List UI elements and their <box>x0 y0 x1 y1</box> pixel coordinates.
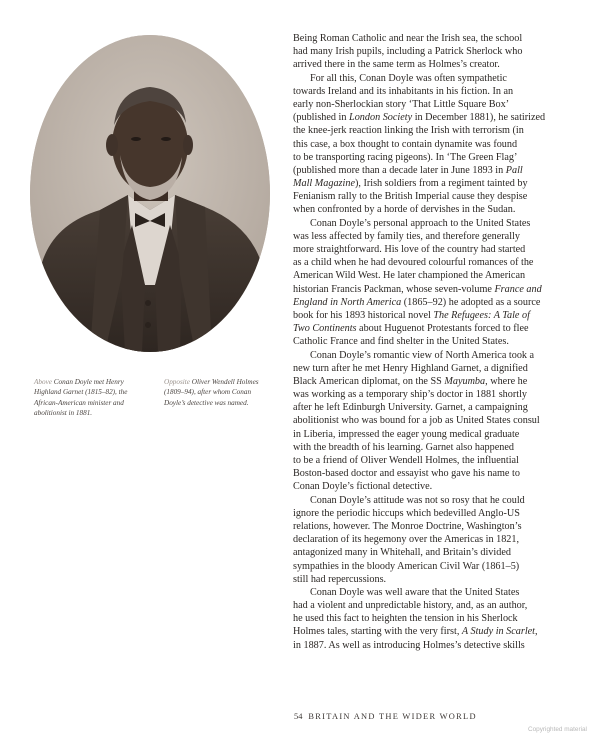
body-line: to be transporting racing pigeons). In ‘The Green Flag’ <box>293 151 518 163</box>
body-line: was less affected by family ties, and therefore generally <box>293 230 520 242</box>
text-run: (published more than a decade later in June 1893 in <box>293 164 506 176</box>
body-line: was working as a temporary ship’s doctor in 1881 shortly <box>293 389 527 401</box>
body-line: declaration of its hegemony over the Americas in 1821, <box>293 534 520 546</box>
body-line: more straightforward. His love of the country had started <box>293 244 526 255</box>
body-line: this case, a box thought to contain dynamite was found <box>293 138 518 150</box>
body-line: sympathies in the bloody American Civil War (1861–5) <box>293 560 520 572</box>
caption-lead-above: Above <box>34 378 52 386</box>
portrait-illustration <box>30 35 270 352</box>
text-run: Black American diplomat, on the SS <box>293 375 445 387</box>
body-line <box>293 164 558 177</box>
paragraph-start-line: Conan Doyle’s personal approach to the United States <box>310 217 531 229</box>
caption-text: Highland Garnet (1815–82), the <box>34 388 128 397</box>
paragraph-start-line: Conan Doyle was well aware that the United States <box>310 586 520 598</box>
italic-title: England in North America <box>293 296 402 308</box>
page-number: 54 <box>294 712 303 721</box>
caption-text: (1809–94), after whom Conan <box>164 388 252 397</box>
caption-text: Doyle’s detective was named. <box>164 398 249 407</box>
body-line: towards Ireland and its inhabitants in his fiction. In an <box>293 85 514 97</box>
text-run: in December 1881), he satirized <box>412 112 546 124</box>
caption-text: African-American minister and <box>34 398 124 407</box>
body-line: Fenianism rally to the British Imperial cause they despise <box>293 191 528 203</box>
body-line: antagonized many in Whitehall, and Britain’s divided <box>293 547 511 559</box>
body-line: Catholic France and find shelter in the United States. <box>293 336 509 348</box>
body-line: Conan Doyle’s fictional detective. <box>293 481 433 493</box>
body-line: when confronted by a horde of dervishes in the Sudan. <box>293 204 516 216</box>
italic-title: France and <box>494 283 542 295</box>
body-line: the knee-jerk reaction linking the Irish with terrorism (in <box>293 125 524 137</box>
italic-title: Pall <box>505 164 523 176</box>
running-head: BRITAIN AND THE WIDER WORLD <box>308 712 477 721</box>
italic-title: Two Continents <box>293 323 357 335</box>
text-run: , <box>535 626 538 638</box>
caption-text: Conan Doyle met Henry <box>53 378 124 386</box>
text-run: about Huguenot Protestants forced to flee <box>356 323 529 335</box>
body-text-column <box>293 32 558 652</box>
text-run: book for his 1893 historical novel <box>293 309 434 321</box>
italic-title: London Society <box>349 112 413 124</box>
text-run: historian Francis Packman, whose seven-volume <box>293 283 495 295</box>
italic-title: The Refugees: A Tale of <box>433 309 530 321</box>
italic-title: A Study in Scarlet <box>461 626 536 638</box>
caption-text: Oliver Wendell Holmes <box>191 378 259 386</box>
body-line: in 1887. As well as introducing Holmes’s detective skills <box>293 639 525 651</box>
text-run: , where he <box>485 375 528 387</box>
body-line: American Wild West. He later championed the American <box>293 270 526 282</box>
body-line <box>293 283 558 296</box>
body-line: had many Irish pupils, including a Patrick Sherlock who <box>293 46 523 58</box>
body-line: had a violent and unpredictable history, and, as an author, <box>293 600 528 612</box>
caption-text: abolitionist in 1881. <box>34 408 93 417</box>
body-line <box>293 375 558 388</box>
body-line: still had repercussions. <box>293 573 387 585</box>
paragraph-start-line: Conan Doyle’s romantic view of North America took a <box>310 349 535 361</box>
body-line: ignore the periodic hiccups which bedevilled Anglo-US <box>293 507 520 519</box>
paragraph-start-line: Conan Doyle’s attitude was not so rosy that he could <box>310 494 525 506</box>
text-run: (published in <box>293 112 350 124</box>
body-line: Boston-based doctor and essayist who gave his name to <box>293 468 520 480</box>
body-line: abolitionist who was bound for a job as United States consul <box>293 415 540 427</box>
caption-lead-opposite: Opposite <box>164 378 190 386</box>
text-run: ), Irish soldiers from a regiment tainted by <box>354 178 528 190</box>
body-line <box>293 177 558 190</box>
body-line: as a child when he had devoured colourful romances of the <box>293 257 534 269</box>
body-line: with the breadth of his learning. Garnet also happened <box>293 441 514 453</box>
italic-title: Mall Magazine <box>293 178 355 190</box>
caption-above <box>34 377 146 418</box>
body-line <box>293 322 558 335</box>
paragraph-start-line: For all this, Conan Doyle was often sympathetic <box>310 72 507 84</box>
body-line: after he left Edinburgh University. Garnet, a campaigning <box>293 402 528 414</box>
body-line <box>293 625 558 638</box>
body-line: to be a friend of Oliver Wendell Holmes, the influential <box>293 455 519 466</box>
body-line: in Liberia, impressed the eager young medical graduate <box>293 428 520 440</box>
italic-ship-name: Mayumba <box>444 375 486 387</box>
page-footer <box>294 712 477 721</box>
copyright-watermark: Copyrighted material <box>528 726 587 733</box>
body-line: he used this fact to heighten the tension in his Sherlock <box>293 613 518 625</box>
body-line <box>293 296 558 309</box>
body-line: arrived there in the same term as Holmes’s creator. <box>293 59 500 71</box>
body-line <box>293 309 558 322</box>
body-line <box>293 111 558 124</box>
text-run: Holmes tales, starting with the very first, <box>293 626 462 638</box>
text-run: (1865–92) he adopted as a source <box>401 296 541 308</box>
body-line: relations, however. The Monroe Doctrine, Washington’s <box>293 520 522 532</box>
body-line: new turn after he met Henry Highland Garnet, a dignified <box>293 362 528 374</box>
body-line: early non-Sherlockian story ‘That Little Square Box’ <box>293 98 510 110</box>
caption-opposite <box>164 377 268 408</box>
portrait-photo-henry-highland-garnet <box>30 35 270 352</box>
body-line: Being Roman Catholic and near the Irish sea, the school <box>293 33 523 44</box>
